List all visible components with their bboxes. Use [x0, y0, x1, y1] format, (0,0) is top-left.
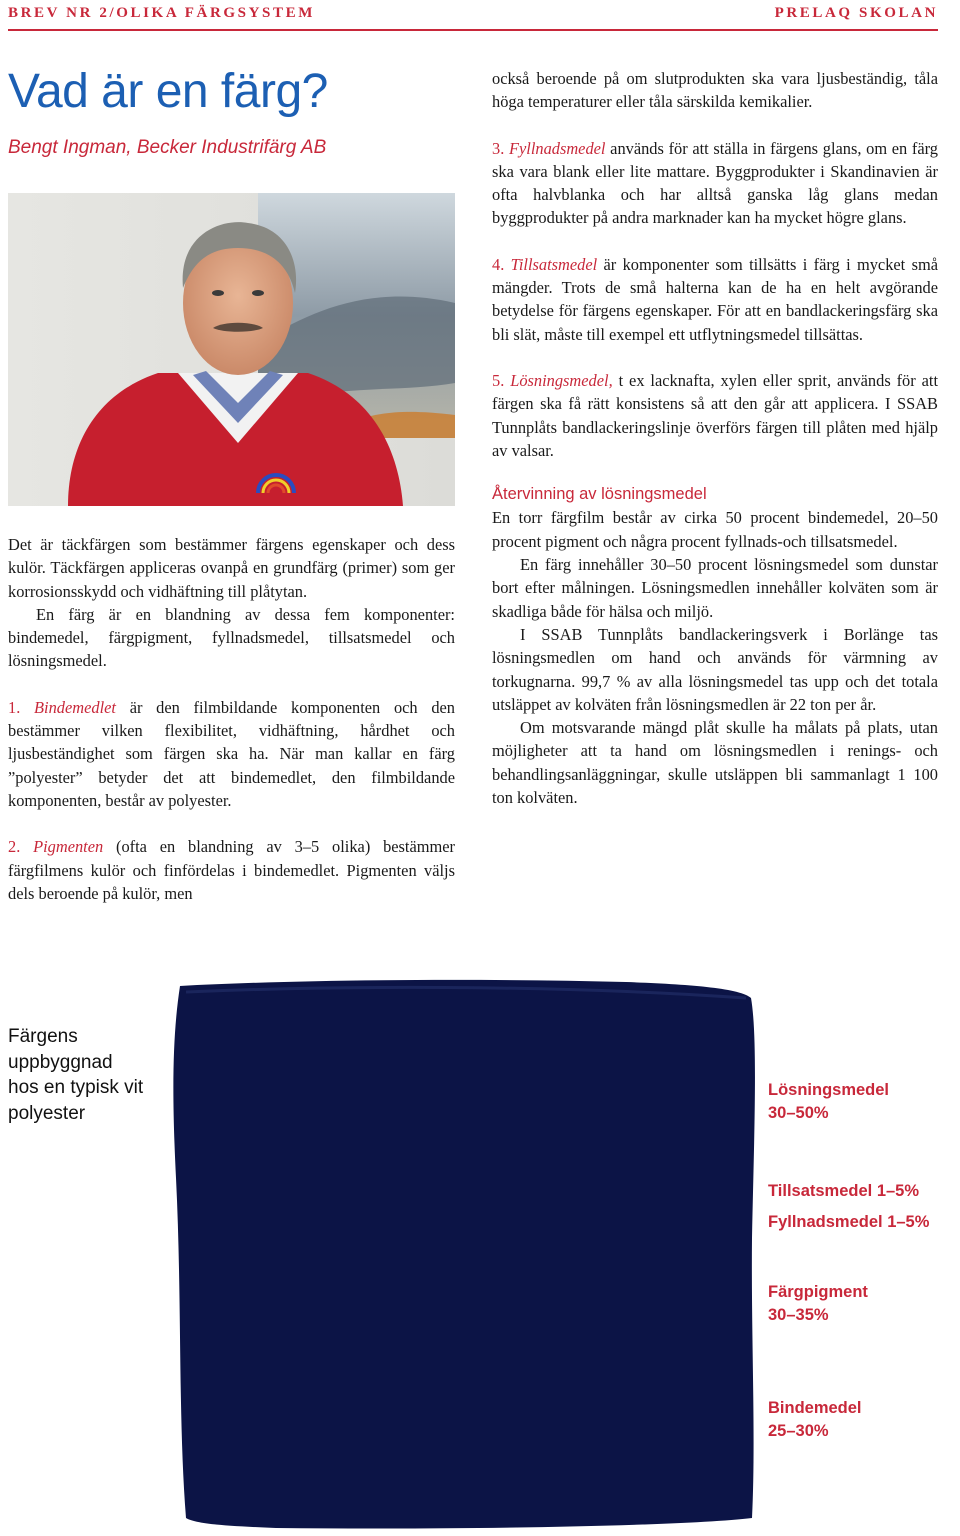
label-losningsmedel-name: Lösningsmedel [768, 1081, 890, 1099]
left-column [8, 533, 455, 905]
header-left: BREV NR 2/OLIKA FÄRGSYSTEM [8, 5, 315, 21]
header-rule [8, 29, 938, 31]
continued-paragraph: också beroende på om slutprodukten ska vara ljusbeständig, tåla höga temperaturer eller tåla särskilda kemikalier. [492, 69, 938, 112]
intro-paragraph-1: Det är täckfärgen som bestämmer färgens egenskaper och dess kulör. Täckfärgen appliceras ovanpå en grundfärg (primer) som ger korrosionsskydd och vidhäftning till plåtytan. [8, 535, 455, 601]
label-losningsmedel [768, 1079, 889, 1125]
label-bindemedel-range: 25–30% [768, 1422, 829, 1440]
item-2-number: 2. [8, 837, 21, 857]
recycling-paragraph-2: En färg innehåller 30–50 procent lösningsmedel som dunstar bort efter målningen. Lösningsmedlen innehåller kolväten som är skadliga både för hälsa och miljö. [492, 555, 938, 621]
item-3-number: 3. [492, 138, 505, 158]
label-fargpigment-name: Färgpigment [768, 1283, 868, 1301]
label-bindemedel-name: Bindemedel [768, 1399, 862, 1417]
item-4-term: Tillsatsmedel [510, 254, 598, 274]
label-bindemedel [768, 1397, 862, 1443]
item-4-text: är komponenter som tillsätts i färg i mycket små mängder. Trots de små halterna kan de ha en helt avgörande betydelse för färgens egenskaper. För att en bandlackeringsfärg ska bli slät, måste till exempel ett utflytningsmedel tillsättas. [492, 254, 938, 344]
paint-film-swatch [173, 980, 755, 1529]
right-column [492, 67, 938, 809]
recycling-paragraph-3: I SSAB Tunnplåts bandlackeringsverk i Borlänge tas lösningsmedlen om hand och används för värmning av torkugnarna. 99,7 % av alla lösningsmedel tas upp och det totala utsläppet av kolväten från lösningsmedlen är 22 ton per år. [492, 624, 938, 714]
recycling-paragraph-4: Om motsvarande mängd plåt skulle ha målats på plats, utan möjligheter att ta hand om lösningsmedlen i renings- och behandlingsanläggningar, skulle utsläppen bli sammanlagt 1 100 ton kolväten. [492, 718, 938, 808]
paint-sample-figure [166, 978, 766, 1530]
item-3-text: används för att ställa in färgens glans, om en färg ska vara blank eller lite mattare. Byggprodukter i Skandinavien är ofta halvblanka och har alltså ganska låg glans medan byggprodukter på andra marknader kan ha mycket högre glans. [492, 138, 938, 228]
item-2-term: Pigmenten [33, 837, 104, 857]
item-4-paragraph [492, 253, 938, 346]
item-1-paragraph [8, 696, 455, 812]
label-tillsatsmedel: Tillsatsmedel 1–5% [768, 1182, 920, 1200]
item-3-paragraph [492, 137, 938, 230]
item-1-term: Bindemedlet [34, 697, 116, 717]
item-5-number: 5. [492, 370, 505, 390]
author-photo [8, 193, 455, 506]
author-line: Bengt Ingman, Becker Industrifärg AB [8, 137, 327, 158]
label-fyllnadsmedel: Fyllnadsmedel 1–5% [768, 1213, 930, 1231]
item-5-term: Lösningsmedel, [510, 370, 613, 390]
item-4-number: 4. [492, 254, 505, 274]
label-fargpigment-range: 30–35% [768, 1306, 829, 1324]
item-1-number: 1. [8, 697, 21, 717]
label-fargpigment [768, 1281, 868, 1327]
section-heading: Återvinning av lösningsmedel [492, 485, 707, 504]
intro-paragraph-2: En färg är en blandning av dessa fem komponenter: bindemedel, färgpigment, fyllnadsmedel, tillsatsmedel och lösningsmedel. [8, 604, 455, 671]
figure-title: Färgens uppbyggnad hos en typisk vit polyester [8, 1026, 144, 1124]
item-1-text: är den filmbildande komponenten och den bestämmer vilken flexibilitet, vidhäftning, hårdhet och ljusbeständighet som färgen ska ha. När man kallar en färg ”polyester” betyder det att bindemedlet, den filmbildande komponenten, består av polyester. [8, 697, 455, 810]
item-2-text: (ofta en blandning av 3–5 olika) bestämmer färgfilmens kulör och finfördelas i bindemedlet. Pigmenten väljs dels beroende på kulör, men [8, 837, 455, 903]
page-title: Vad är en färg? [8, 65, 328, 118]
item-3-term: Fyllnadsmedel [508, 138, 606, 158]
item-2-paragraph [8, 835, 455, 905]
header-right: PRELAQ SKOLAN [774, 5, 938, 21]
recycling-paragraph-1: En torr färgfilm består av cirka 50 procent bindemedel, 20–50 procent pigment och några procent fyllnads-och tillsatsmedel. [492, 508, 938, 551]
item-5-text: t ex lacknafta, xylen eller sprit, används för att färgen ska få rätt konsistens så att den går att applicera. I SSAB Tunnplåts bandlackeringslinje överförs färgen till plåten med hjälp av valsar. [492, 370, 939, 460]
item-5-paragraph [492, 369, 938, 462]
label-losningsmedel-range: 30–50% [768, 1104, 829, 1122]
